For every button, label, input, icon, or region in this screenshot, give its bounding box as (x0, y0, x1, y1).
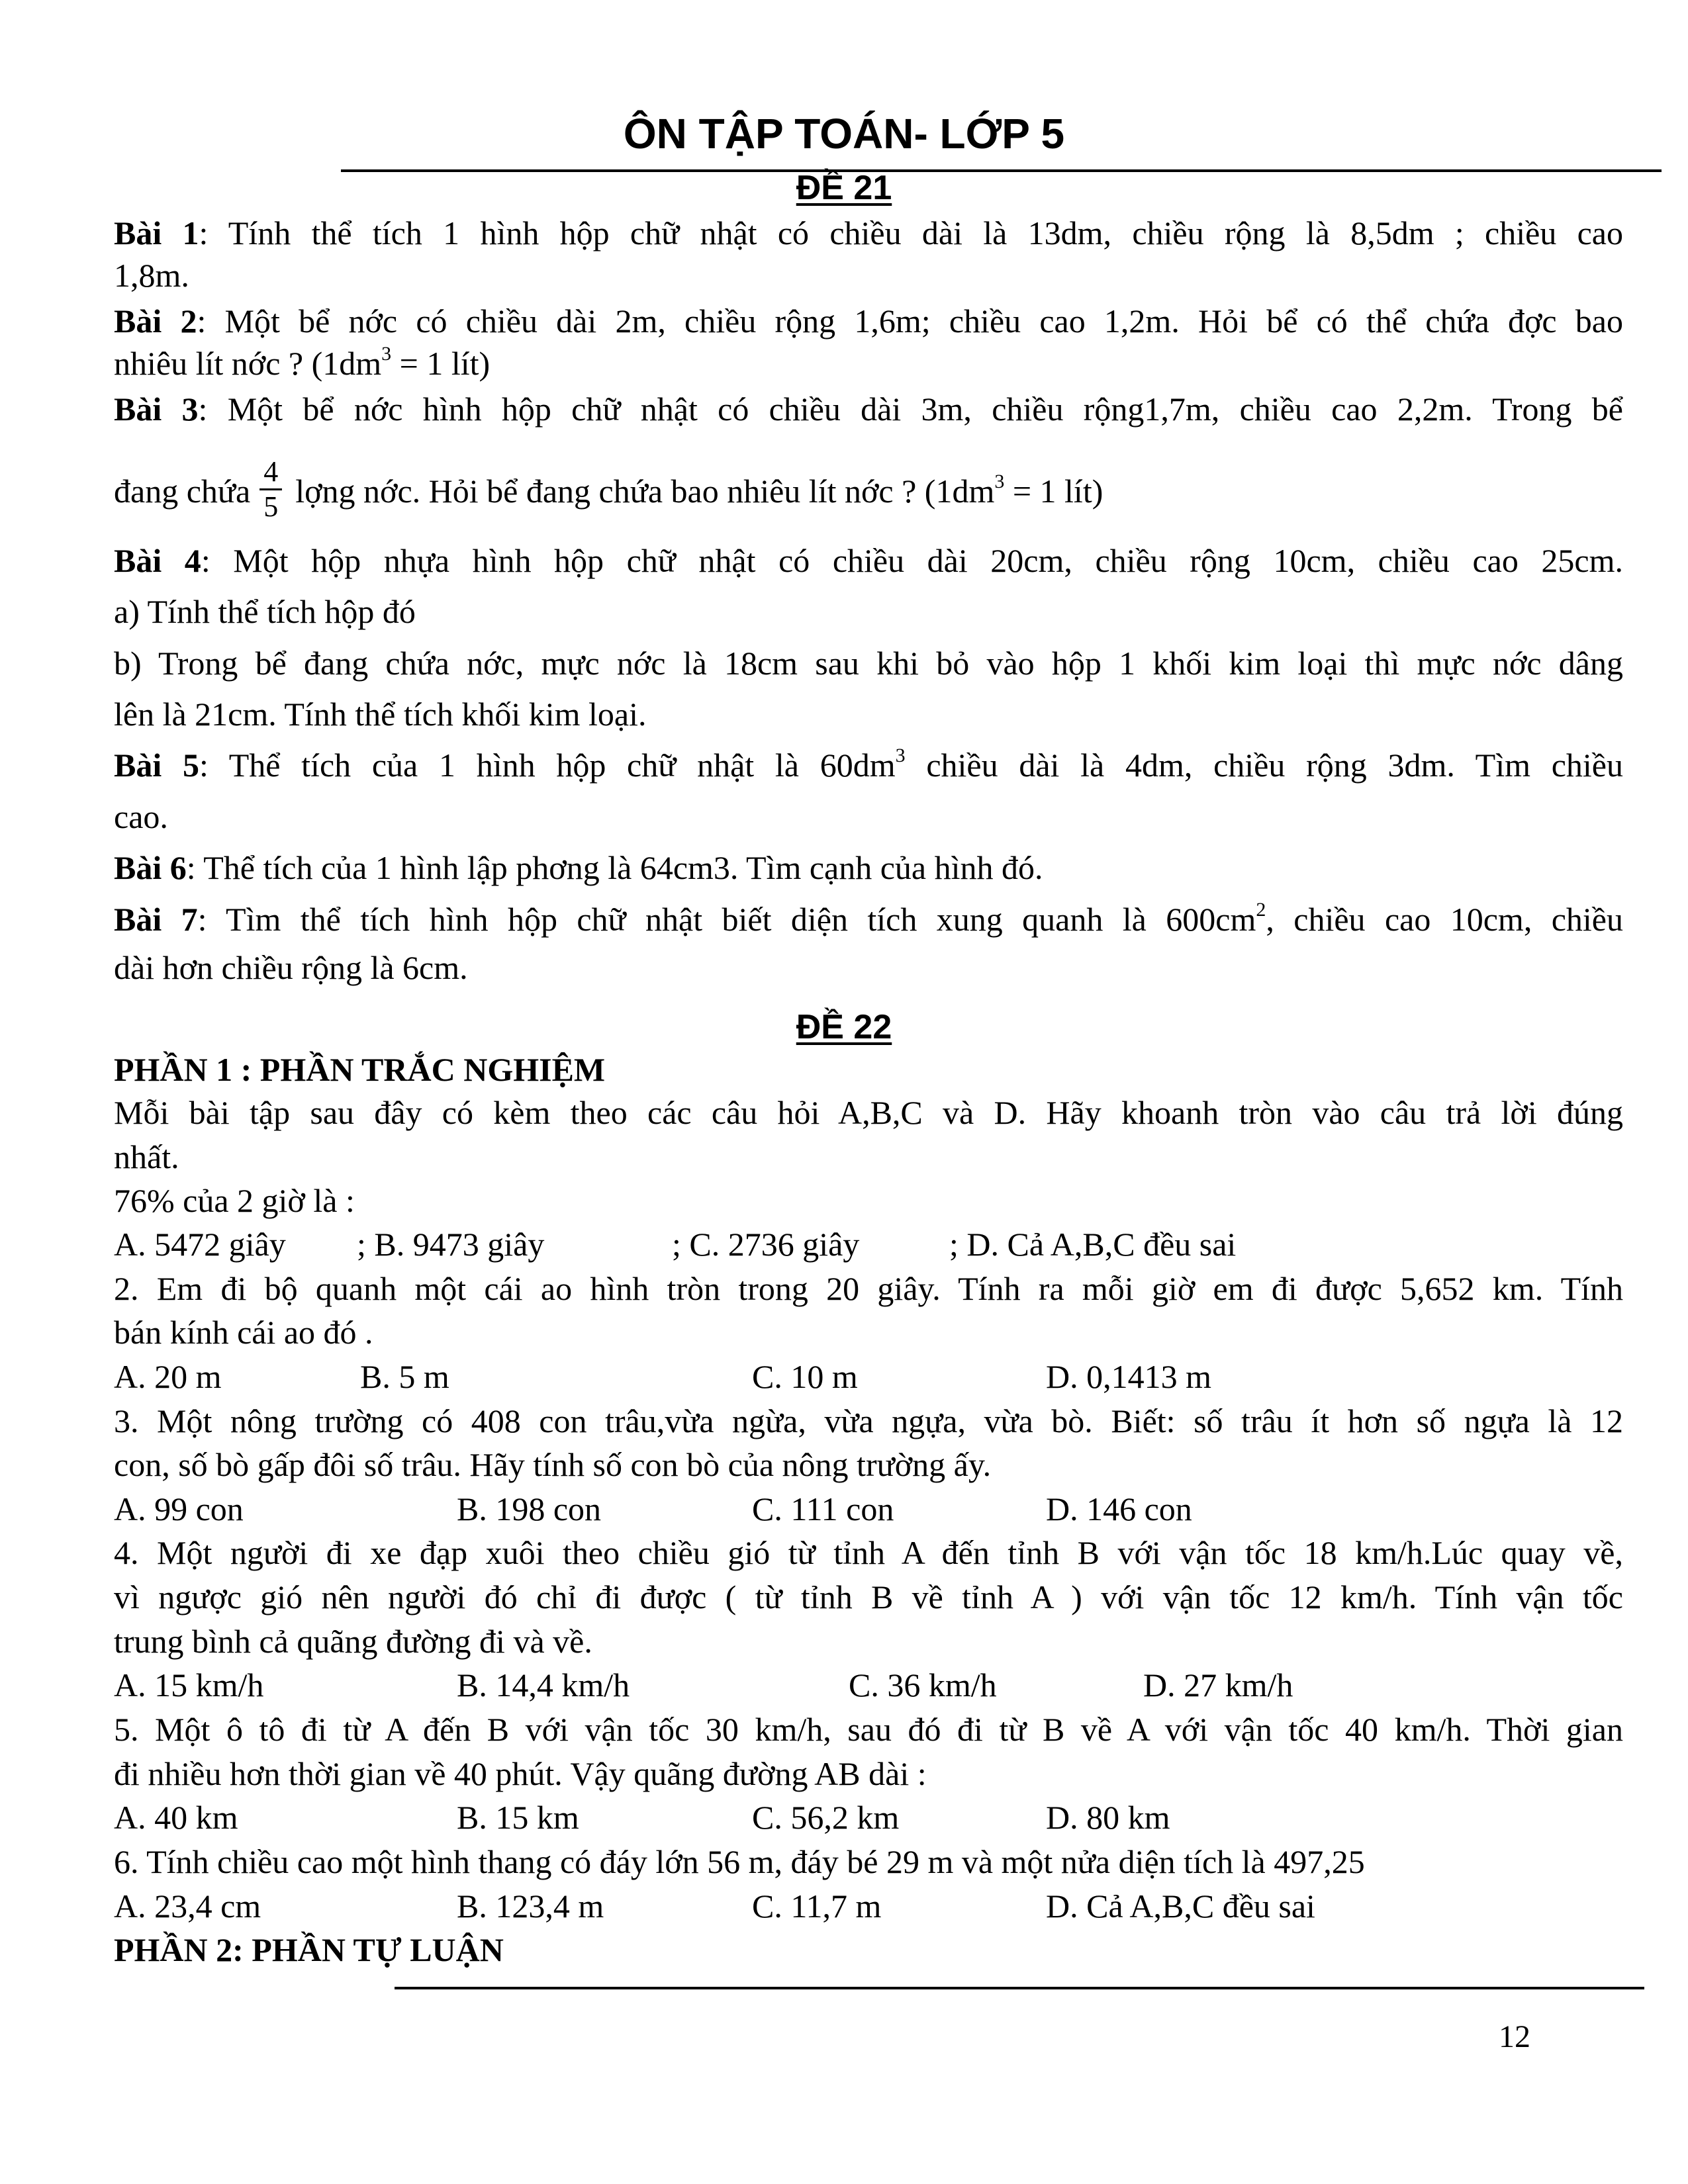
part2-heading: PHẦN 2: PHẦN TỰ LUẬN (114, 1931, 504, 1968)
q2-text-line2: bán kính cái ao đó . (114, 1314, 373, 1351)
q4-text-line3: trung bình cả quãng đường đi và về. (114, 1623, 592, 1660)
bai7-line1: Bài 7: Tìm thể tích hình hộp chữ nhật biết diện tích xung quanh là $600cm^2$, chiều cao 10cm, chiều (114, 899, 1623, 938)
page-title: ÔN TẬP TOÁN- LỚP 5 (623, 110, 1065, 158)
bai7-label: Bài 7 (114, 901, 198, 938)
bai4-part-a: a) Tính thể tích hộp đó (114, 593, 416, 630)
page-number: 12 (1499, 2019, 1530, 2054)
bai1-line2: 1,8m. (114, 257, 189, 294)
part1-heading: PHẦN 1 : PHẦN TRẮC NGHIỆM (114, 1051, 606, 1088)
q4-option-c[interactable]: C. 36 km/h (849, 1666, 997, 1704)
bai3-line2: đang chứa $\frac{4}{5}$ lợng nớc. Hỏi bể đang chứa bao nhiêu lít nớc ? ($1dm^3 = 1$ lít) (114, 455, 1103, 523)
bai6-line: Bài 6: Thể tích của 1 hình lập phơng là 64cm3. Tìm cạnh của hình đó. (114, 849, 1043, 886)
q4-option-d[interactable]: D. 27 km/h (1143, 1666, 1293, 1704)
q3-option-a[interactable]: A. 99 con (114, 1490, 244, 1527)
q3-option-c[interactable]: C. 111 con (752, 1490, 894, 1527)
q2-option-c[interactable]: C. 10 m (752, 1358, 858, 1395)
bai5-line1: Bài 5: Thể tích của 1 hình hộp chữ nhật là $60dm^3$ chiều dài là 4dm, chiều rộng 3dm. Tìm chiều (114, 745, 1623, 784)
q2-text-line1: 2. Em đi bộ quanh một cái ao hình tròn trong 20 giây. Tính ra mỗi giờ em đi được 5,652 km. Tính (114, 1270, 1623, 1307)
q3-option-d[interactable]: D. 146 con (1046, 1490, 1192, 1527)
bai5-line2: cao. (114, 798, 168, 835)
q4-option-a[interactable]: A. 15 km/h (114, 1666, 264, 1704)
q6-text-line1: 6. Tính chiều cao một hình thang có đáy lớn 56 m, đáy bé 29 m và một nửa diện tích là 497,25 (114, 1843, 1365, 1880)
q5-option-d[interactable]: D. 80 km (1046, 1799, 1170, 1836)
q3-text-line2: con, số bò gấp đôi số trâu. Hãy tính số con bò của nông trường ấy. (114, 1446, 992, 1483)
q4-text-line1: 4. Một người đi xe đạp xuôi theo chiều gió từ tỉnh A đến tỉnh B với vận tốc 18 km/h.Lúc quay về, (114, 1534, 1623, 1571)
de22-heading: ĐỀ 22 (796, 1008, 892, 1046)
q1-text: 76% của 2 giờ là : (114, 1182, 355, 1219)
footer-rule (395, 1987, 1644, 1989)
q1-option-c[interactable]: ; C. 2736 giây (672, 1226, 860, 1263)
bai3-line1: Bài 3: Một bể nớc hình hộp chữ nhật có chiều dài 3m, chiều rộng1,7m, chiều cao 2,2m. Trong bể (114, 390, 1623, 428)
q4-text-line2: vì ngược gió nên người đó chỉ đi được ( từ tỉnh B về tỉnh A ) với vận tốc 12 km/h. Tính vận tốc (114, 1578, 1623, 1615)
q1-option-d[interactable]: ; D. Cả A,B,C đều sai (949, 1226, 1237, 1263)
q5-option-c[interactable]: C. 56,2 km (752, 1799, 900, 1836)
q6-option-b[interactable]: B. 123,4 m (457, 1888, 604, 1925)
bai7-line2: dài hơn chiều rộng là 6cm. (114, 949, 468, 986)
q2-option-d[interactable]: D. 0,1413 m (1046, 1358, 1211, 1395)
bai2-label: Bài 2 (114, 302, 197, 340)
part1-intro-line2: nhất. (114, 1138, 179, 1175)
q5-text-line2: đi nhiều hơn thời gian về 40 phút. Vậy quãng đường AB dài : (114, 1755, 927, 1792)
bai4-label: Bài 4 (114, 542, 201, 579)
bai2-line1: Bài 2: Một bể nớc có chiều dài 2m, chiều rộng 1,6m; chiều cao 1,2m. Hỏi bể có thể chứa đợc bao (114, 302, 1623, 340)
q1-option-b[interactable]: ; B. 9473 giây (357, 1226, 545, 1263)
q6-option-d[interactable]: D. Cả A,B,C đều sai (1046, 1888, 1315, 1925)
q6-option-c[interactable]: C. 11,7 m (752, 1888, 882, 1925)
bai4-part-b-line2: lên là 21cm. Tính thể tích khối kim loại. (114, 696, 647, 733)
bai5-label: Bài 5 (114, 747, 199, 784)
q3-option-b[interactable]: B. 198 con (457, 1490, 602, 1527)
q2-option-a[interactable]: A. 20 m (114, 1358, 222, 1395)
q1-option-a[interactable]: A. 5472 giây (114, 1226, 286, 1263)
fraction-four-fifths: $\frac{4}{5}$ (259, 455, 282, 523)
q6-option-a[interactable]: A. 23,4 cm (114, 1888, 261, 1925)
q2-option-b[interactable]: B. 5 m (360, 1358, 449, 1395)
part1-intro-line1: Mỗi bài tập sau đây có kèm theo các câu hỏi A,B,C và D. Hãy khoanh tròn vào câu trả lời đúng (114, 1094, 1623, 1131)
q5-option-b[interactable]: B. 15 km (457, 1799, 579, 1836)
bai3-label: Bài 3 (114, 390, 199, 428)
bai2-line2: nhiêu lít nớc ? ($1dm^3 = 1$ lít) (114, 343, 491, 382)
q5-text-line1: 5. Một ô tô đi từ A đến B với vận tốc 30 km/h, sau đó đi từ B về A với vận tốc 40 km/h. Thời gian (114, 1711, 1623, 1748)
de21-heading: ĐỀ 21 (796, 169, 892, 207)
q3-text-line1: 3. Một nông trường có 408 con trâu,vừa ngừa, vừa ngựa, vừa bò. Biết: số trâu ít hơn số ngựa là 12 (114, 1402, 1623, 1439)
bai4-line1: Bài 4: Một hộp nhựa hình hộp chữ nhật có chiều dài 20cm, chiều rộng 10cm, chiều cao 25cm. (114, 542, 1623, 579)
bai1-line1: Bài 1: Tính thể tích 1 hình hộp chữ nhật có chiều dài là 13dm, chiều rộng là 8,5dm ; chiều cao (114, 214, 1623, 251)
bai4-part-b-line1: b) Trong bể đang chứa nớc, mực nớc là 18cm sau khi bỏ vào hộp 1 khối kim loại thì mực nớc dâng (114, 645, 1623, 682)
bai1-label: Bài 1 (114, 214, 199, 251)
q4-option-b[interactable]: B. 14,4 km/h (457, 1666, 630, 1704)
bai6-label: Bài 6 (114, 849, 187, 886)
q5-option-a[interactable]: A. 40 km (114, 1799, 238, 1836)
